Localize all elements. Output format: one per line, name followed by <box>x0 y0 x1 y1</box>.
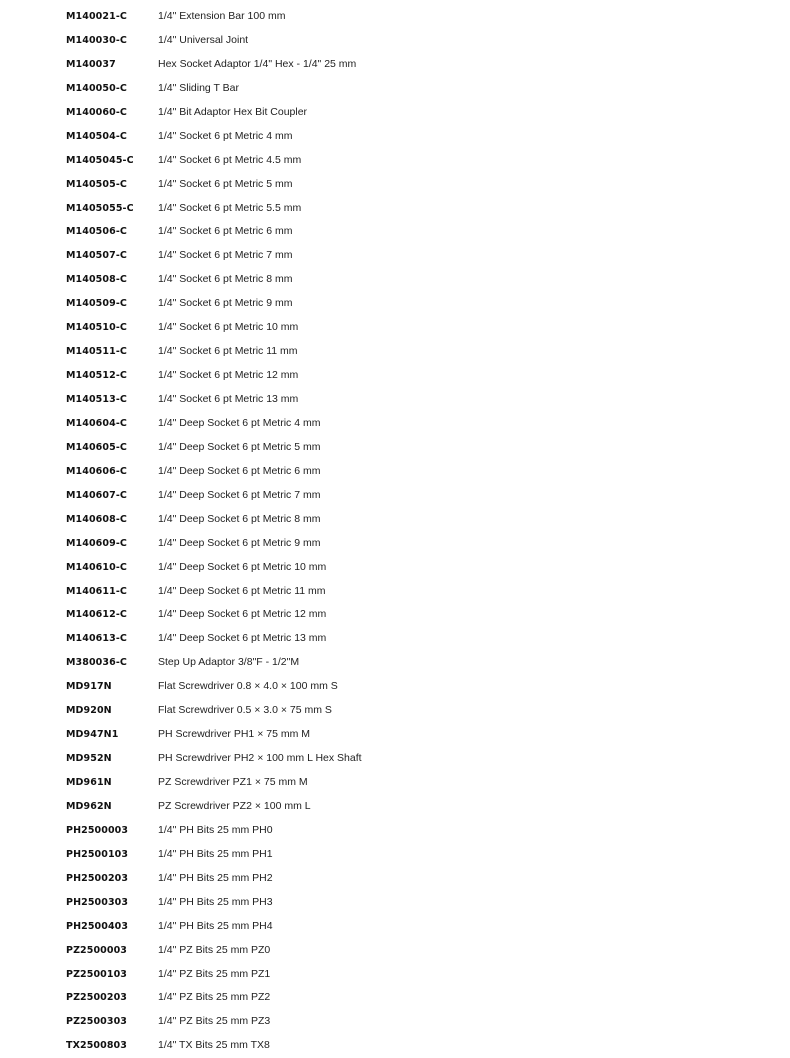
part-row <box>66 1034 666 1058</box>
part-row <box>66 891 666 915</box>
part-row <box>66 699 666 723</box>
part-description: PZ Screwdriver PZ1 × 75 mm M <box>158 776 308 788</box>
part-description: 1/4" Deep Socket 6 pt Metric 12 mm <box>158 608 327 621</box>
part-code: PH2500003 <box>66 824 129 836</box>
part-code: M140512-C <box>66 370 127 382</box>
part-row <box>66 651 666 675</box>
part-code: PH2500403 <box>66 920 129 932</box>
part-description: 1/4" Socket 6 pt Metric 13 mm <box>158 393 299 405</box>
part-row <box>66 53 666 77</box>
part-description: Flat Screwdriver 0.5 × 3.0 × 75 mm S <box>158 704 332 717</box>
part-code: PH2500103 <box>66 848 129 860</box>
part-row <box>66 197 666 221</box>
part-code: MD920N <box>66 705 112 717</box>
part-description: 1/4" PZ Bits 25 mm PZ0 <box>158 943 271 956</box>
part-row <box>66 939 666 963</box>
part-description: 1/4" Deep Socket 6 pt Metric 5 mm <box>158 440 321 453</box>
part-description: 1/4" TX Bits 25 mm TX8 <box>158 1039 270 1052</box>
part-row <box>66 412 666 436</box>
part-code: M140030-C <box>66 34 127 46</box>
part-row <box>66 508 666 532</box>
part-description: Hex Socket Adaptor 1/4" Hex - 1/4" 25 mm <box>158 57 357 70</box>
part-row <box>66 795 666 819</box>
part-code: M140611-C <box>66 585 127 597</box>
part-description: 1/4" PH Bits 25 mm PH1 <box>158 847 273 860</box>
part-code: PZ2500003 <box>66 944 128 956</box>
part-code: PZ2500103 <box>66 968 128 980</box>
part-description: 1/4" Universal Joint <box>158 33 249 46</box>
part-code: MD962N <box>66 800 112 812</box>
part-row <box>66 268 666 292</box>
part-row <box>66 580 666 604</box>
part-code: M140613-C <box>66 633 127 645</box>
part-description: 1/4" Deep Socket 6 pt Metric 13 mm <box>158 632 327 645</box>
part-code: M140050-C <box>66 82 127 94</box>
part-description: 1/4" Socket 6 pt Metric 6 mm <box>158 225 293 238</box>
part-description: 1/4" Deep Socket 6 pt Metric 7 mm <box>158 488 321 501</box>
part-code: M140612-C <box>66 609 127 621</box>
part-description: 1/4" Sliding T Bar <box>158 81 239 94</box>
part-row <box>66 220 666 244</box>
part-code: M140513-C <box>66 394 127 405</box>
part-code: PH2500303 <box>66 896 129 908</box>
part-code: PH2500203 <box>66 872 129 884</box>
part-row <box>66 388 666 412</box>
part-code: TX2500803 <box>66 1040 127 1052</box>
part-code: M140060-C <box>66 106 127 118</box>
part-code: M140509-C <box>66 298 127 310</box>
parts-list <box>66 5 666 1058</box>
part-row <box>66 244 666 268</box>
part-description: 1/4" PZ Bits 25 mm PZ1 <box>158 967 271 980</box>
part-description: 1/4" Deep Socket 6 pt Metric 11 mm <box>158 584 326 597</box>
part-row <box>66 986 666 1010</box>
part-code: MD952N <box>66 753 112 765</box>
part-description: 1/4" PH Bits 25 mm PH3 <box>158 895 273 908</box>
part-row <box>66 963 666 987</box>
part-description: 1/4" Socket 6 pt Metric 8 mm <box>158 273 293 286</box>
part-description: 1/4" Socket 6 pt Metric 9 mm <box>158 297 293 310</box>
part-description: 1/4" Deep Socket 6 pt Metric 9 mm <box>158 536 321 549</box>
part-description: 1/4" PH Bits 25 mm PH0 <box>158 823 273 836</box>
part-description: 1/4" Deep Socket 6 pt Metric 4 mm <box>158 416 321 429</box>
part-code: M140506-C <box>66 226 127 238</box>
part-row <box>66 771 666 795</box>
part-description: 1/4" PZ Bits 25 mm PZ2 <box>158 991 271 1004</box>
part-row <box>66 316 666 340</box>
part-code: M140511-C <box>66 346 127 358</box>
part-row <box>66 292 666 316</box>
part-description: 1/4" PH Bits 25 mm PH4 <box>158 919 273 932</box>
part-row <box>66 723 666 747</box>
part-description: 1/4" Deep Socket 6 pt Metric 10 mm <box>158 560 327 573</box>
part-code: MD961N <box>66 777 112 788</box>
part-description: 1/4" Extension Bar 100 mm <box>158 10 286 22</box>
part-row <box>66 460 666 484</box>
part-code: PZ2500203 <box>66 992 128 1004</box>
part-code: M140510-C <box>66 322 127 334</box>
part-description: PH Screwdriver PH1 × 75 mm M <box>158 728 310 741</box>
part-description: 1/4" Deep Socket 6 pt Metric 8 mm <box>158 512 321 525</box>
part-description: 1/4" PH Bits 25 mm PH2 <box>158 871 273 884</box>
part-row <box>66 915 666 939</box>
part-code: M140507-C <box>66 250 127 262</box>
part-code: M140610-C <box>66 561 127 573</box>
part-code: M140504-C <box>66 130 127 142</box>
part-row <box>66 5 666 29</box>
part-description: PZ Screwdriver PZ2 × 100 mm L <box>158 799 311 812</box>
part-row <box>66 149 666 173</box>
part-description: 1/4" Socket 6 pt Metric 5.5 mm <box>158 201 302 214</box>
part-description: 1/4" Socket 6 pt Metric 10 mm <box>158 321 299 334</box>
part-row <box>66 484 666 508</box>
part-row <box>66 125 666 149</box>
part-row <box>66 843 666 867</box>
part-row <box>66 675 666 699</box>
part-description: 1/4" Socket 6 pt Metric 4.5 mm <box>158 153 302 166</box>
part-code: MD917N <box>66 681 112 693</box>
part-description: 1/4" Bit Adaptor Hex Bit Coupler <box>158 105 308 118</box>
part-row <box>66 77 666 101</box>
part-row <box>66 867 666 891</box>
part-code: M140505-C <box>66 178 127 190</box>
part-row <box>66 29 666 53</box>
part-code: M380036-C <box>66 657 127 669</box>
part-row <box>66 603 666 627</box>
part-description: 1/4" Socket 6 pt Metric 11 mm <box>158 345 298 358</box>
part-row <box>66 556 666 580</box>
part-code: M140037 <box>66 58 116 70</box>
part-description: 1/4" Socket 6 pt Metric 5 mm <box>158 177 293 190</box>
part-description: Flat Screwdriver 0.8 × 4.0 × 100 mm S <box>158 680 338 693</box>
part-row <box>66 1010 666 1034</box>
part-code: M140608-C <box>66 513 127 525</box>
part-code: M140607-C <box>66 489 127 501</box>
part-row <box>66 101 666 125</box>
part-row <box>66 532 666 556</box>
part-row <box>66 173 666 197</box>
part-description: 1/4" PZ Bits 25 mm PZ3 <box>158 1015 271 1028</box>
part-description: 1/4" Socket 6 pt Metric 4 mm <box>158 129 293 142</box>
part-row <box>66 436 666 460</box>
part-code: M1405045-C <box>66 154 134 166</box>
part-description: PH Screwdriver PH2 × 100 mm L Hex Shaft <box>158 752 362 765</box>
part-row <box>66 340 666 364</box>
part-code: MD947N1 <box>66 729 119 741</box>
part-code: M140606-C <box>66 465 127 477</box>
part-row <box>66 627 666 651</box>
part-description: 1/4" Deep Socket 6 pt Metric 6 mm <box>158 464 321 477</box>
part-row <box>66 819 666 843</box>
part-description: 1/4" Socket 6 pt Metric 7 mm <box>158 249 293 262</box>
part-row <box>66 364 666 388</box>
part-code: M140605-C <box>66 441 127 453</box>
part-description: Step Up Adaptor 3/8"F - 1/2"M <box>158 656 300 669</box>
part-description: 1/4" Socket 6 pt Metric 12 mm <box>158 369 299 382</box>
part-row <box>66 747 666 771</box>
part-code: M140609-C <box>66 537 127 549</box>
part-code: M140604-C <box>66 417 127 429</box>
part-code: M140021-C <box>66 11 127 22</box>
part-code: PZ2500303 <box>66 1016 128 1028</box>
part-code: M140508-C <box>66 274 127 286</box>
part-code: M1405055-C <box>66 202 134 214</box>
